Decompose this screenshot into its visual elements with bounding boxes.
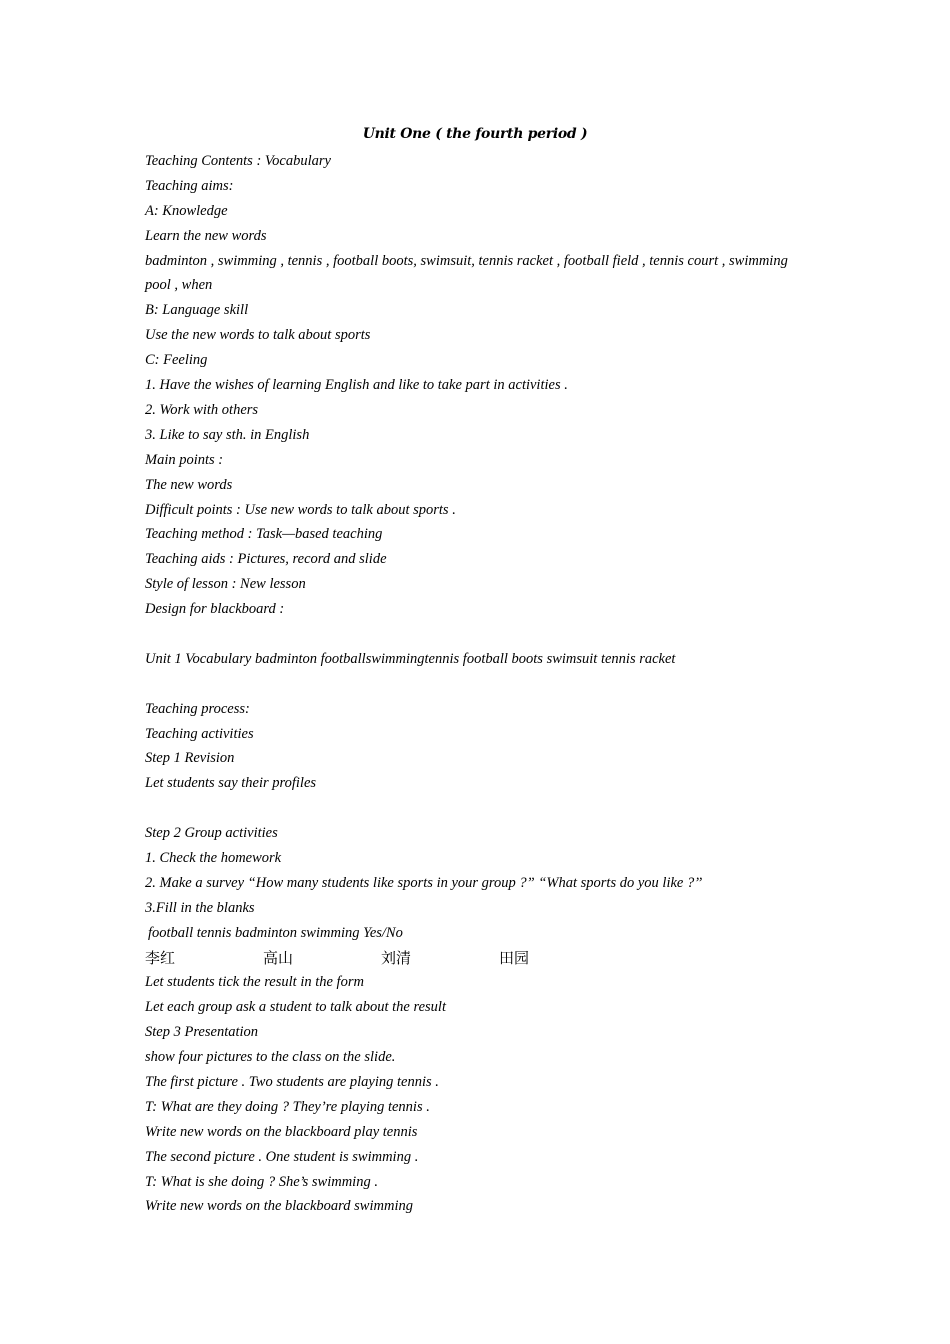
- text-line: Teaching activities: [145, 725, 254, 742]
- text-line: Step 1 Revision: [145, 750, 235, 767]
- text-line: The second picture . One student is swimming .: [145, 1148, 419, 1165]
- blank-line: [145, 672, 815, 697]
- text-line: Use the new words to talk about sports: [145, 327, 371, 344]
- text-line: Let students tick the result in the form: [145, 974, 364, 991]
- text-line: Step 3 Presentation: [145, 1024, 259, 1041]
- text-line: T: What are they doing ? They’re playing tennis .: [145, 1098, 430, 1115]
- text-line: C: Feeling: [145, 352, 208, 369]
- text-line: Main points :: [145, 451, 224, 468]
- text-line: Let students say their profiles: [145, 775, 317, 792]
- text-line: 2. Work with others: [145, 401, 259, 418]
- text-line: Teaching aims:: [145, 177, 234, 194]
- student-name: 李红: [145, 948, 176, 967]
- text-line: Teaching process:: [145, 700, 250, 717]
- text-line: T: What is she doing ? She’s swimming .: [145, 1173, 378, 1190]
- survey-header: football tennis badminton swimming Yes/No: [148, 924, 403, 941]
- student-name: 高山: [263, 948, 294, 967]
- text-line: Write new words on the blackboard swimming: [145, 1198, 413, 1215]
- text-line: The first picture . Two students are playing tennis .: [145, 1073, 439, 1090]
- text-line: Let each group ask a student to talk about the result: [145, 999, 446, 1016]
- page-title: Unit One ( the fourth period ): [362, 126, 588, 142]
- text-line: 1. Have the wishes of learning English and like to take part in activities .: [145, 377, 568, 394]
- student-names-row: [145, 946, 815, 971]
- text-line: Teaching aids : Pictures, record and slide: [145, 551, 387, 568]
- text-line: Style of lesson : New lesson: [145, 576, 306, 593]
- text-line: Learn the new words: [145, 227, 267, 244]
- text-line: B: Language skill: [145, 302, 249, 319]
- text-line: Teaching method : Task—based teaching: [145, 526, 383, 543]
- text-line: 1. Check the homework: [145, 849, 282, 866]
- blackboard-design: Unit 1 Vocabulary badminton footballswimmingtennis football boots swimsuit tennis racket: [145, 650, 676, 667]
- document-body: [145, 149, 815, 1219]
- new-words-list: badminton , swimming , tennis , football boots, swimsuit, tennis racket , football field , tennis court , swimming pool , when: [145, 252, 788, 294]
- text-line: 3. Like to say sth. in English: [145, 426, 310, 443]
- text-line: 2. Make a survey “How many students like sports in your group ?” “What sports do you like ?’’: [145, 874, 703, 891]
- text-line: show four pictures to the class on the slide.: [145, 1049, 396, 1066]
- text-line: The new words: [145, 476, 233, 493]
- text-line: 3.Fill in the blanks: [145, 899, 255, 916]
- text-line: Difficult points : Use new words to talk about sports .: [145, 501, 456, 518]
- text-line: Teaching Contents : Vocabulary: [145, 153, 331, 169]
- blank-line: [145, 796, 815, 821]
- text-line: Design for blackboard :: [145, 601, 285, 618]
- blank-line: [145, 622, 815, 647]
- text-line: A: Knowledge: [145, 202, 228, 219]
- student-name: 田园: [499, 948, 530, 967]
- text-line: Step 2 Group activities: [145, 825, 278, 842]
- student-name: 刘清: [381, 948, 412, 967]
- text-line: Write new words on the blackboard play tennis: [145, 1123, 418, 1140]
